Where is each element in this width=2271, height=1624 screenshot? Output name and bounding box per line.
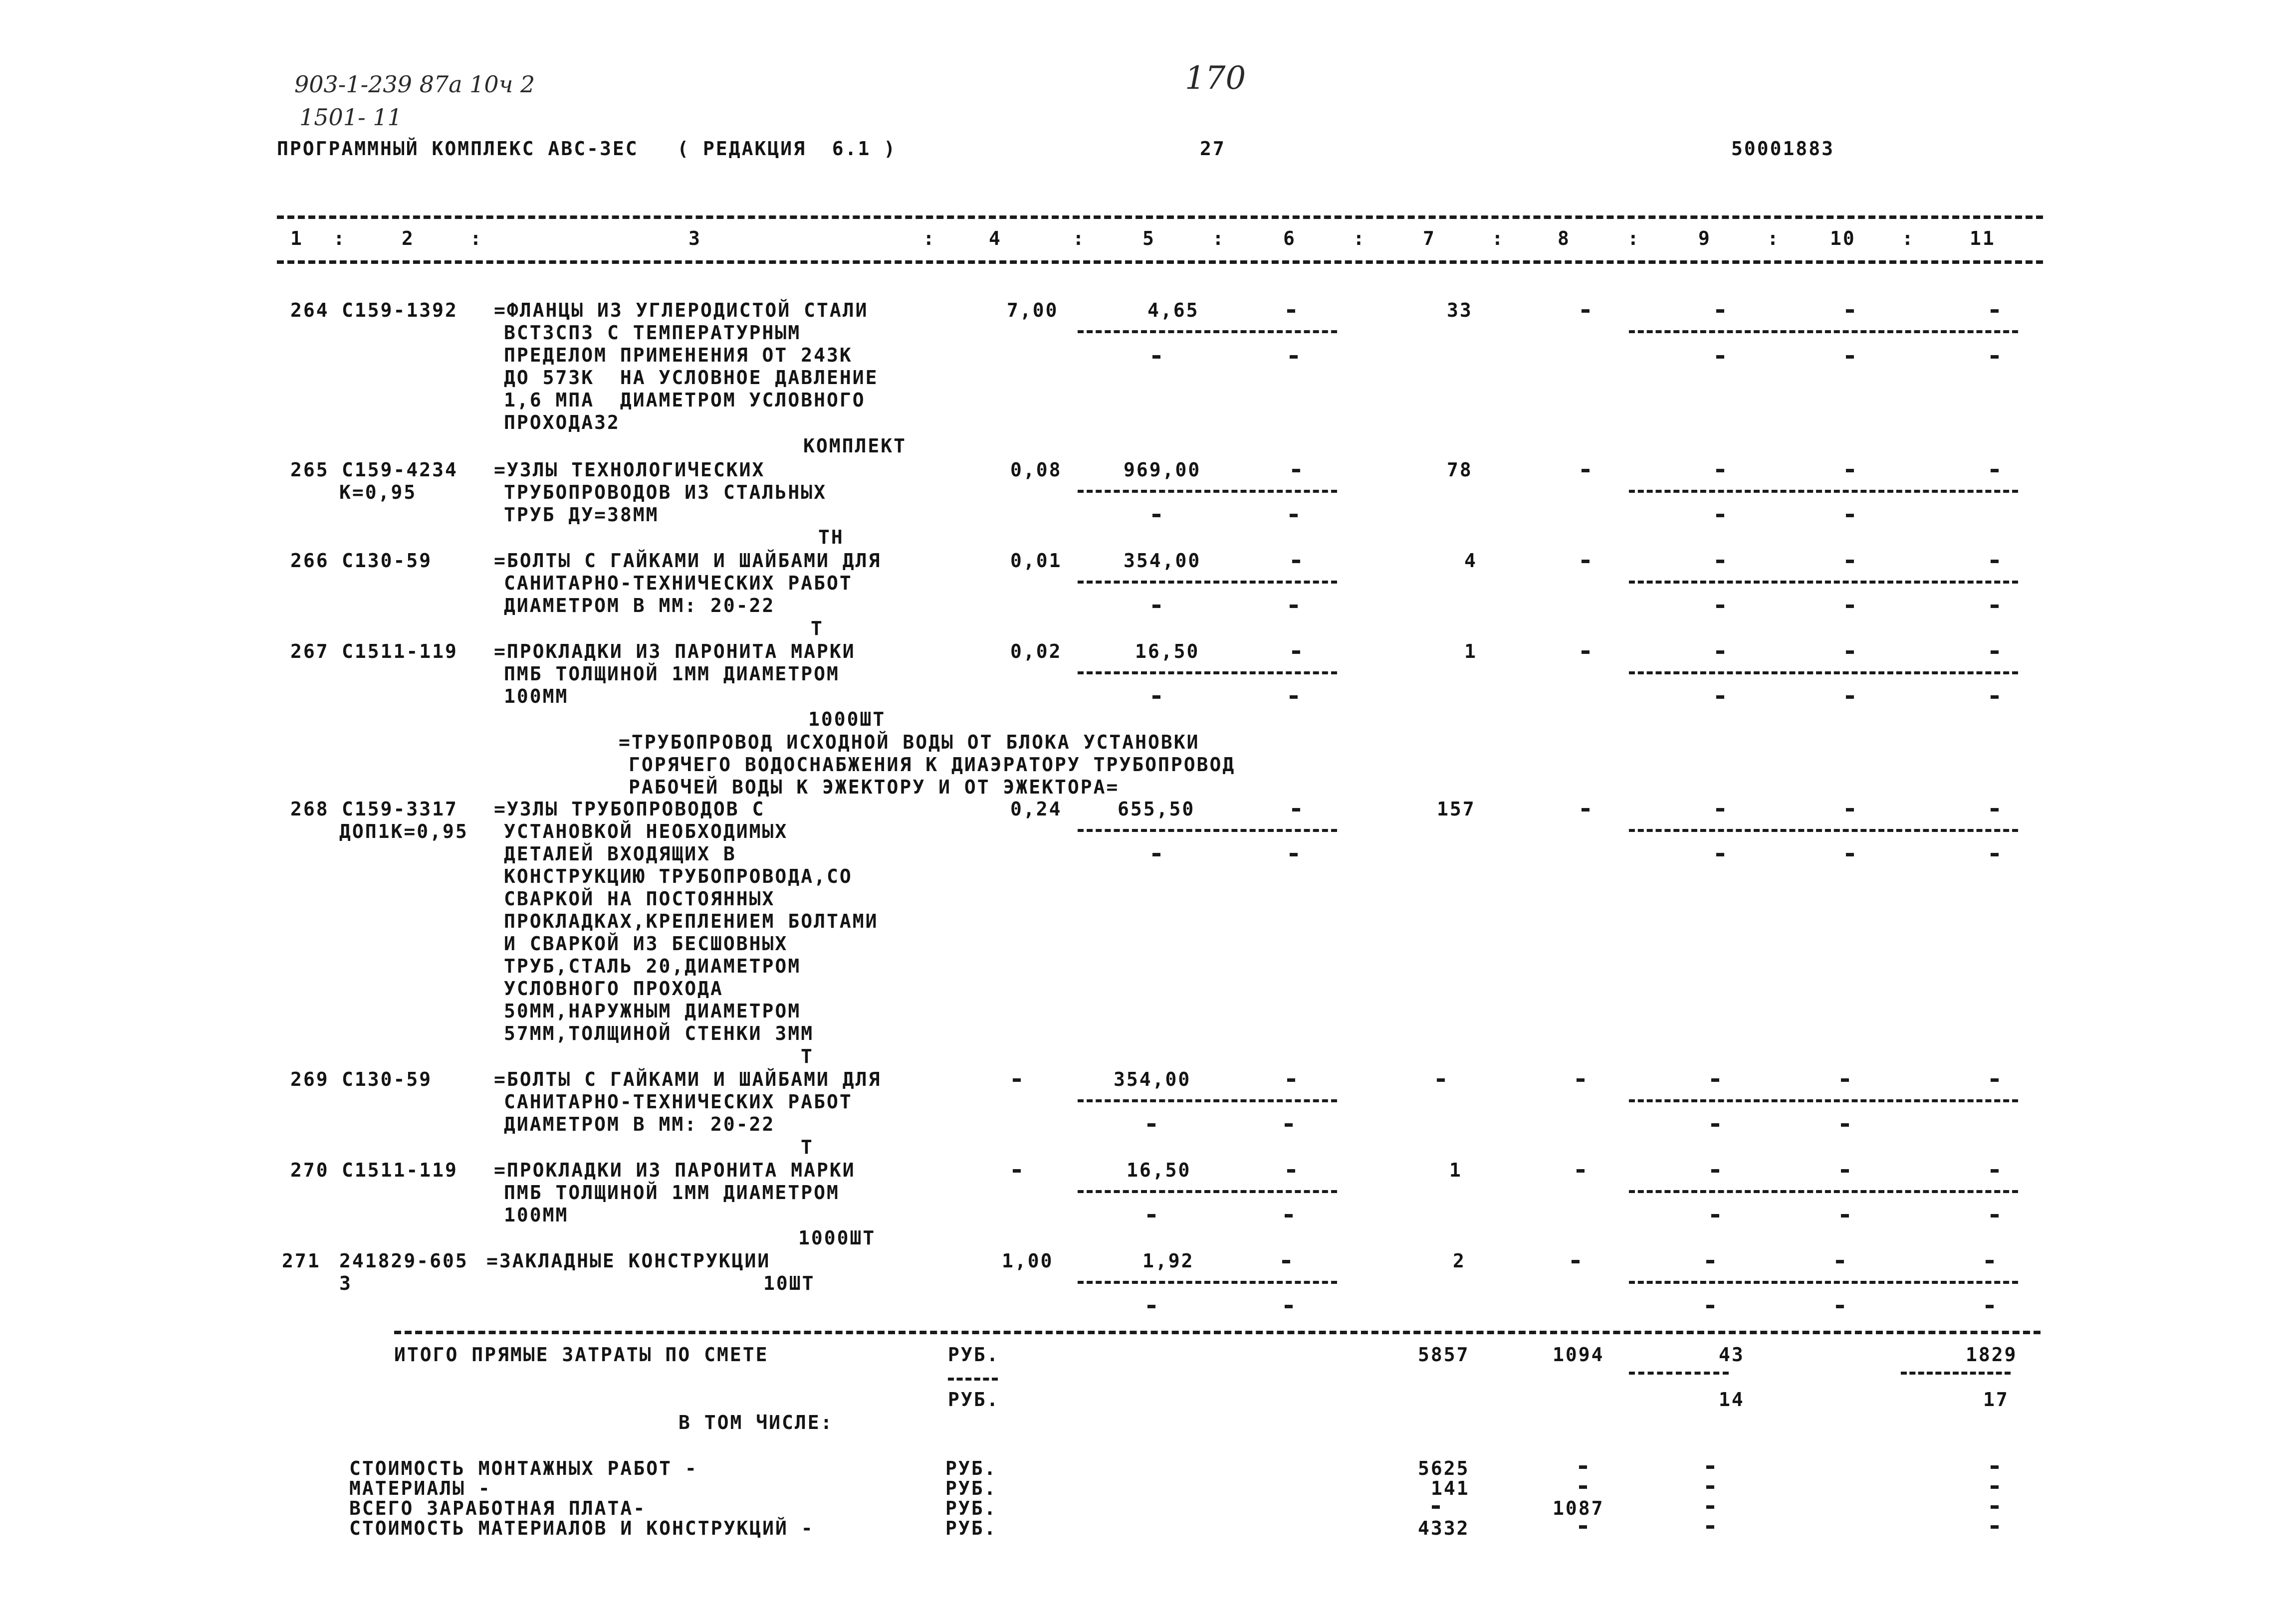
col-separator: : (1492, 227, 1505, 249)
underline (1629, 1099, 2018, 1102)
item-unit: ТН (818, 526, 844, 548)
breakdown-currency: РУБ. (945, 1477, 997, 1499)
empty-mark (1991, 469, 1999, 472)
item-description-line: =ЗАКЛАДНЫЕ КОНСТРУКЦИИ (486, 1250, 771, 1272)
item-code: С159-4234 (342, 459, 458, 481)
breakdown-cost: 141 (1431, 1477, 1470, 1499)
empty-mark (1577, 1078, 1585, 1082)
empty-mark (1991, 309, 1999, 313)
item-unit: 1000ШТ (798, 1227, 876, 1249)
empty-mark (1991, 808, 1999, 812)
empty-mark (1282, 1260, 1290, 1263)
underline (1078, 330, 1337, 333)
empty-mark (1986, 1260, 1994, 1263)
underline (1629, 1372, 1729, 1375)
underline (1901, 1372, 2011, 1375)
col-separator: : (923, 227, 936, 249)
empty-mark (1290, 605, 1298, 608)
empty-mark (1292, 560, 1300, 563)
underline (1078, 829, 1337, 832)
item-description-line: 100ММ (504, 685, 569, 707)
item-description-line: УСТАНОВКОЙ НЕОБХОДИМЫХ (504, 820, 788, 842)
empty-mark (1846, 853, 1854, 856)
col-header: 9 (1698, 227, 1711, 249)
col-separator: : (1353, 227, 1366, 249)
header-top-rule (277, 215, 2043, 219)
empty-mark (1292, 650, 1300, 654)
totals-label: ИТОГО ПРЯМЫЕ ЗАТРАТЫ ПО СМЕТЕ (394, 1344, 769, 1366)
empty-mark (1706, 1525, 1714, 1529)
empty-mark (1292, 469, 1300, 472)
item-code: С1511-119 (342, 1159, 458, 1181)
empty-mark (1836, 1305, 1844, 1308)
empty-mark (1716, 605, 1724, 608)
item-unit-price: 354,00 (1114, 1068, 1191, 1090)
empty-mark (1991, 650, 1999, 654)
empty-mark (1711, 1123, 1719, 1127)
item-description-line: =ФЛАНЦЫ ИЗ УГЛЕРОДИСТОЙ СТАЛИ (494, 299, 869, 321)
handwritten-project-code: 903-1-239 87а 10ч 2 (294, 71, 535, 98)
totals-c11: 1829 (1966, 1344, 2018, 1366)
item-description-line: =ПРОКЛАДКИ ИЗ ПАРОНИТА МАРКИ (494, 1159, 856, 1181)
breakdown-label: ВСЕГО ЗАРАБОТНАЯ ПЛАТА- (349, 1497, 647, 1519)
item-number: 269 (290, 1068, 329, 1090)
handwritten-sheet-ref: 1501- 11 (299, 104, 402, 131)
item-description-line: ВСТЗСПЗ С ТЕМПЕРАТУРНЫМ (504, 322, 801, 344)
item-description-line: КОНСТРУКЦИЮ ТРУБОПРОВОДА,СО (504, 865, 853, 887)
empty-mark (1841, 1078, 1849, 1082)
col-header: 4 (989, 227, 1002, 249)
item-description-line: 50ММ,НАРУЖНЫМ ДИАМЕТРОМ (504, 1000, 801, 1022)
col-separator: : (1902, 227, 1915, 249)
empty-mark (1991, 1169, 1999, 1173)
item-code-coefficient: К=0,95 (339, 481, 417, 503)
empty-mark (1577, 1169, 1585, 1173)
empty-mark (1991, 605, 1999, 608)
col-header: 6 (1283, 227, 1296, 249)
item-code: С159-1392 (342, 299, 458, 321)
empty-mark (1841, 1123, 1849, 1127)
item-quantity: 0,02 (1010, 640, 1062, 662)
empty-mark (1579, 1465, 1587, 1469)
empty-mark (1290, 514, 1298, 517)
item-code: С159-3317 (342, 798, 458, 820)
item-unit-price: 16,50 (1127, 1159, 1191, 1181)
empty-mark (1841, 1214, 1849, 1218)
item-description-line: САНИТАРНО-ТЕХНИЧЕСКИХ РАБОТ (504, 572, 853, 594)
item-number: 270 (290, 1159, 329, 1181)
col-separator: : (1627, 227, 1640, 249)
totals-c9: 43 (1719, 1344, 1745, 1366)
col-separator: : (470, 227, 483, 249)
totals-currency: РУБ. (948, 1389, 1000, 1411)
item-unit: 10ШТ (763, 1272, 815, 1294)
item-unit-price: 354,00 (1124, 550, 1201, 572)
underline (1629, 1281, 2018, 1284)
empty-mark (1991, 355, 1999, 359)
item-code-coefficient: ДОП1К=0,95 (339, 820, 468, 842)
underline (1078, 581, 1337, 584)
item-number: 268 (290, 798, 329, 820)
item-unit: Т (801, 1045, 814, 1067)
item-cost: 33 (1447, 299, 1473, 321)
item-description-line: УСЛОВНОГО ПРОХОДА (504, 978, 723, 1000)
header-bottom-rule (277, 260, 2043, 264)
underline (948, 1378, 998, 1381)
empty-mark (1846, 808, 1854, 812)
empty-mark (1716, 355, 1724, 359)
empty-mark (1152, 514, 1160, 517)
document-code: 50001883 (1731, 138, 1835, 160)
empty-mark (1706, 1260, 1714, 1263)
empty-mark (1991, 853, 1999, 856)
item-unit-price: 655,50 (1118, 798, 1195, 820)
totals-cost: 5857 (1418, 1344, 1470, 1366)
empty-mark (1836, 1260, 1844, 1263)
empty-mark (1846, 309, 1854, 313)
empty-mark (1711, 1078, 1719, 1082)
item-unit-price: 1,92 (1142, 1250, 1194, 1272)
item-unit: КОМПЛЕКТ (803, 435, 907, 457)
item-description-line: ТРУБ ДУ=38ММ (504, 504, 659, 526)
empty-mark (1432, 1505, 1440, 1509)
underline (1078, 1190, 1337, 1193)
breakdown-currency: РУБ. (945, 1497, 997, 1519)
item-description-line: ДИАМЕТРОМ В ММ: 20-22 (504, 1113, 775, 1135)
empty-mark (1287, 309, 1295, 313)
col-separator: : (1212, 227, 1225, 249)
empty-mark (1147, 1305, 1155, 1308)
col-header: 10 (1830, 227, 1856, 249)
item-quantity: 7,00 (1007, 299, 1059, 321)
empty-mark (1991, 1078, 1999, 1082)
empty-mark (1841, 1169, 1849, 1173)
item-unit: Т (811, 617, 824, 639)
underline (1078, 490, 1337, 493)
handwritten-page-number: 170 (1185, 60, 1246, 97)
item-cost: 4 (1464, 550, 1477, 572)
empty-mark (1582, 469, 1590, 472)
col-header: 11 (1970, 227, 1996, 249)
item-description-line: ДИАМЕТРОМ В ММ: 20-22 (504, 595, 775, 616)
item-description-line: ДЕТАЛЕЙ ВХОДЯЩИХ В (504, 843, 736, 865)
empty-mark (1582, 650, 1590, 654)
underline (1629, 581, 2018, 584)
empty-mark (1287, 1078, 1295, 1082)
item-description-line: ПМБ ТОЛЩИНОЙ 1ММ ДИАМЕТРОМ (504, 1182, 840, 1204)
item-description-line: ПРОКЛАДКАХ,КРЕПЛЕНИЕМ БОЛТАМИ (504, 910, 879, 932)
item-description-line: ТРУБ,СТАЛЬ 20,ДИАМЕТРОМ (504, 955, 801, 977)
program-title: ПРОГРАММНЫЙ КОМПЛЕКС АВС-ЗЕС ( РЕДАКЦИЯ 6.1 ) (277, 138, 897, 160)
col-header: 7 (1423, 227, 1436, 249)
totals-c8: 1094 (1553, 1344, 1604, 1366)
empty-mark (1716, 309, 1724, 313)
item-description-line: =ПРОКЛАДКИ ИЗ ПАРОНИТА МАРКИ (494, 640, 856, 662)
item-quantity: 0,24 (1010, 798, 1062, 820)
empty-mark (1991, 1465, 1999, 1469)
item-description-line: САНИТАРНО-ТЕХНИЧЕСКИХ РАБОТ (504, 1091, 853, 1113)
empty-mark (1846, 560, 1854, 563)
item-quantity: 0,08 (1010, 459, 1062, 481)
item-number: 267 (290, 640, 329, 662)
empty-mark (1846, 650, 1854, 654)
underline (1629, 829, 2018, 832)
empty-mark (1991, 695, 1999, 699)
item-number: 266 (290, 550, 329, 572)
empty-mark (1285, 1214, 1293, 1218)
empty-mark (1846, 514, 1854, 517)
empty-mark (1991, 1505, 1999, 1509)
item-description-line: 1,6 МПА ДИАМЕТРОМ УСЛОВНОГО (504, 389, 866, 411)
item-description-line: =УЗЛЫ ТРУБОПРОВОДОВ С (494, 798, 765, 820)
empty-mark (1991, 1525, 1999, 1529)
empty-mark (1013, 1169, 1021, 1173)
empty-mark (1285, 1305, 1293, 1308)
item-code: 241829-605 (339, 1250, 468, 1272)
totals-row2-c9: 14 (1719, 1389, 1745, 1411)
item-quantity: 0,01 (1010, 550, 1062, 572)
section-title-line: ГОРЯЧЕГО ВОДОСНАБЖЕНИЯ К ДИАЭРАТОРУ ТРУБОПРОВОД (629, 754, 1236, 776)
item-description-line: =БОЛТЫ С ГАЙКАМИ И ШАЙБАМИ ДЛЯ (494, 550, 882, 572)
empty-mark (1579, 1485, 1587, 1489)
empty-mark (1716, 469, 1724, 472)
underline (1629, 490, 2018, 493)
item-code: С130-59 (342, 1068, 433, 1090)
item-cost: 78 (1447, 459, 1473, 481)
empty-mark (1986, 1305, 1994, 1308)
empty-mark (1152, 605, 1160, 608)
breakdown-cost: 4332 (1418, 1517, 1470, 1539)
empty-mark (1152, 355, 1160, 359)
empty-mark (1437, 1078, 1445, 1082)
breakdown-currency: РУБ. (945, 1517, 997, 1539)
empty-mark (1706, 1305, 1714, 1308)
including-label: В ТОМ ЧИСЛЕ: (679, 1412, 834, 1433)
item-description-line: ДО 573К НА УСЛОВНОЕ ДАВЛЕНИЕ (504, 367, 879, 389)
item-unit-price: 16,50 (1135, 640, 1200, 662)
col-separator: : (333, 227, 346, 249)
underline (1078, 671, 1337, 674)
item-quantity: 1,00 (1002, 1250, 1054, 1272)
empty-mark (1716, 695, 1724, 699)
empty-mark (1572, 1260, 1580, 1263)
empty-mark (1716, 560, 1724, 563)
empty-mark (1290, 853, 1298, 856)
empty-mark (1290, 355, 1298, 359)
item-cost: 2 (1453, 1250, 1466, 1272)
empty-mark (1152, 695, 1160, 699)
col-header: 8 (1558, 227, 1571, 249)
breakdown-c8: 1087 (1553, 1497, 1604, 1519)
item-unit-price: 969,00 (1124, 459, 1201, 481)
page-indicator: 27 (1200, 138, 1226, 160)
item-description-line: =БОЛТЫ С ГАЙКАМИ И ШАЙБАМИ ДЛЯ (494, 1068, 882, 1090)
empty-mark (1147, 1214, 1155, 1218)
underline (1078, 1281, 1337, 1284)
item-unit-price: 4,65 (1147, 299, 1199, 321)
item-description-line: ПРОХОДА32 (504, 411, 620, 433)
col-header: 1 (290, 227, 303, 249)
empty-mark (1706, 1485, 1714, 1489)
empty-mark (1846, 695, 1854, 699)
item-cost: 1 (1464, 640, 1477, 662)
empty-mark (1716, 853, 1724, 856)
item-cost: 157 (1437, 798, 1476, 820)
item-description-line: 100ММ (504, 1204, 569, 1226)
empty-mark (1711, 1169, 1719, 1173)
breakdown-currency: РУБ. (945, 1457, 997, 1479)
breakdown-label: МАТЕРИАЛЫ - (349, 1477, 491, 1499)
empty-mark (1285, 1123, 1293, 1127)
section-title-line: =ТРУБОПРОВОД ИСХОДНОЙ ВОДЫ ОТ БЛОКА УСТАНОВКИ (619, 731, 1200, 753)
totals-rule (394, 1331, 2041, 1334)
item-cost: 1 (1449, 1159, 1462, 1181)
empty-mark (1716, 650, 1724, 654)
empty-mark (1582, 808, 1590, 812)
empty-mark (1846, 355, 1854, 359)
col-header: 5 (1142, 227, 1155, 249)
empty-mark (1579, 1525, 1587, 1529)
empty-mark (1706, 1465, 1714, 1469)
empty-mark (1711, 1214, 1719, 1218)
totals-currency: РУБ. (948, 1344, 1000, 1366)
item-code: С1511-119 (342, 640, 458, 662)
item-number: 271 (282, 1250, 321, 1272)
item-description-line: ПМБ ТОЛЩИНОЙ 1ММ ДИАМЕТРОМ (504, 663, 840, 685)
empty-mark (1846, 605, 1854, 608)
item-unit: 1000ШТ (808, 708, 886, 730)
item-number: 264 (290, 299, 329, 321)
col-header: 3 (688, 227, 701, 249)
empty-mark (1582, 560, 1590, 563)
empty-mark (1991, 1214, 1999, 1218)
item-description-line: ТРУБОПРОВОДОВ ИЗ СТАЛЬНЫХ (504, 481, 827, 503)
empty-mark (1716, 514, 1724, 517)
item-description-line: СВАРКОЙ НА ПОСТОЯННЫХ (504, 888, 775, 910)
item-number: 265 (290, 459, 329, 481)
breakdown-label: СТОИМОСТЬ МОНТАЖНЫХ РАБОТ - (349, 1457, 698, 1479)
underline (1629, 1190, 2018, 1193)
empty-mark (1147, 1123, 1155, 1127)
item-code: С130-59 (342, 550, 433, 572)
section-title-line: РАБОЧЕЙ ВОДЫ К ЭЖЕКТОРУ И ОТ ЭЖЕКТОРА= (629, 776, 1120, 798)
underline (1629, 330, 2018, 333)
item-code-suffix: 3 (339, 1272, 352, 1294)
item-description-line: =УЗЛЫ ТЕХНОЛОГИЧЕСКИХ (494, 459, 765, 481)
col-separator: : (1073, 227, 1086, 249)
item-description-line: ПРЕДЕЛОМ ПРИМЕНЕНИЯ ОТ 243К (504, 344, 853, 366)
col-header: 2 (402, 227, 415, 249)
col-separator: : (1767, 227, 1780, 249)
breakdown-label: СТОИМОСТЬ МАТЕРИАЛОВ И КОНСТРУКЦИЙ - (349, 1517, 814, 1539)
empty-mark (1706, 1505, 1714, 1509)
totals-row2-c11: 17 (1983, 1389, 2009, 1411)
empty-mark (1292, 808, 1300, 812)
item-description-line: И СВАРКОЙ ИЗ БЕСШОВНЫХ (504, 933, 788, 955)
empty-mark (1582, 309, 1590, 313)
item-description-line: 57ММ,ТОЛЩИНОЙ СТЕНКИ 3ММ (504, 1022, 814, 1044)
underline (1629, 671, 2018, 674)
breakdown-cost: 5625 (1418, 1457, 1470, 1479)
empty-mark (1152, 853, 1160, 856)
empty-mark (1991, 560, 1999, 563)
empty-mark (1991, 1485, 1999, 1489)
underline (1078, 1099, 1337, 1102)
empty-mark (1013, 1078, 1021, 1082)
empty-mark (1290, 695, 1298, 699)
empty-mark (1846, 469, 1854, 472)
empty-mark (1716, 808, 1724, 812)
item-unit: Т (801, 1136, 814, 1158)
empty-mark (1287, 1169, 1295, 1173)
